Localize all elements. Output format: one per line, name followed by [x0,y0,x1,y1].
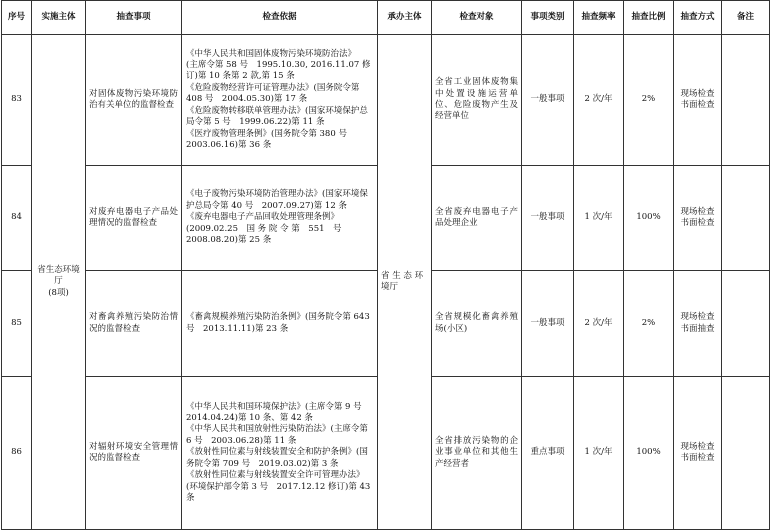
header-ratio: 抽查比例 [624,1,674,35]
inspection-target: 全省工业固体废物集中处置设施运营单位、危险废物产生及经营单位 [432,35,522,166]
inspection-frequency: 1 次/年 [574,166,624,271]
inspection-frequency: 2 次/年 [574,35,624,166]
header-frequency: 抽查频率 [574,1,624,35]
inspection-target: 全省排放污染物的企业事业单位和其他生产经营者 [432,377,522,530]
item-category: 重点事项 [522,377,574,530]
header-target: 检查对象 [432,1,522,35]
row-number: 86 [2,377,32,530]
table-row [2,35,770,166]
inspection-ratio: 2% [624,35,674,166]
inspection-item: 对辐射环境安全管理情况的监督检查 [86,377,182,530]
inspection-ratio: 100% [624,166,674,271]
header-basis: 检查依据 [182,1,378,35]
remark [722,35,770,166]
inspection-ratio: 2% [624,271,674,377]
row-number: 85 [2,271,32,377]
inspection-frequency: 1 次/年 [574,377,624,530]
inspection-item: 对固体废物污染环境防治有关单位的监督检查 [86,35,182,166]
header-remark: 备注 [722,1,770,35]
header-category: 事项类别 [522,1,574,35]
item-category: 一般事项 [522,166,574,271]
inspection-method: 现场检查 书面检查 [674,35,722,166]
inspection-basis: 《电子废物污染环境防治管理办法》(国家环境保护总局令第 40 号 2007.09.27)第 12 条 《废弃电器电子产品回收处理管理条例》(2009.02.25 国 务 院 令 第 551 号 2008.08.20)第 25 条 [182,166,378,271]
inspection-method: 现场检查 书面抽查 [674,271,722,377]
remark [722,166,770,271]
header-row [2,1,770,35]
row-number: 84 [2,166,32,271]
item-category: 一般事项 [522,35,574,166]
inspection-ratio: 100% [624,377,674,530]
inspection-basis: 《中华人民共和国环境保护法》(主席令第 9 号 2014.04.24)第 10 条、第 42 条 《中华人民共和国放射性污染防治法》(主席令第 6 号 2003.06.28)第 11 条 《放射性同位素与射线装置安全和防护条例》(国务院令第 709 号 2019.03.02)第 3 条 《放射性同位素与射线装置安全许可管理办法》(环境保护部令第 3 号 2017.12.12 修订)第 43 条 [182,377,378,530]
inspection-basis: 《中华人民共和国固体废物污染环境防治法》 (主席令第 58 号 1995.10.30, 2016.11.07 修订)第 10 条第 2 款,第 15 条 《危险废物经营许可证管理办法》(国务院令第 408 号 2004.05.30)第 17 条 《危险废物转移联单管理办法》(国家环境保护总局令第 5 号 1999.06.22)第 11 条 《医疗废物管理条例》(国务院令第 380 号 2003.06.16)第 36 条 [182,35,378,166]
undertaking-body-cell: 省 生 态 环 境厅 [378,35,432,530]
inspection-item: 对畜禽养殖污染防治情况的监督检查 [86,271,182,377]
header-undertaking-body: 承办主体 [378,1,432,35]
inspection-target: 全省废弃电器电子产品处理企业 [432,166,522,271]
item-category: 一般事项 [522,271,574,377]
remark [722,271,770,377]
header-implementing-body: 实施主体 [32,1,86,35]
remark [722,377,770,530]
inspection-target: 全省规模化畜禽养殖场(小区) [432,271,522,377]
inspection-table [1,0,770,530]
header-no: 序号 [2,1,32,35]
inspection-item: 对废弃电器电子产品处理情况的监督检查 [86,166,182,271]
implementing-body-cell: 省生态环境厅 (8项) [32,35,86,530]
inspection-frequency: 2 次/年 [574,271,624,377]
inspection-method: 现场检查 书面检查 [674,166,722,271]
header-inspection-item: 抽查事项 [86,1,182,35]
inspection-method: 现场检查 书面检查 [674,377,722,530]
inspection-basis: 《畜禽规模养殖污染防治条例》(国务院令第 643 号 2013.11.11)第 23 条 [182,271,378,377]
header-method: 抽查方式 [674,1,722,35]
row-number: 83 [2,35,32,166]
